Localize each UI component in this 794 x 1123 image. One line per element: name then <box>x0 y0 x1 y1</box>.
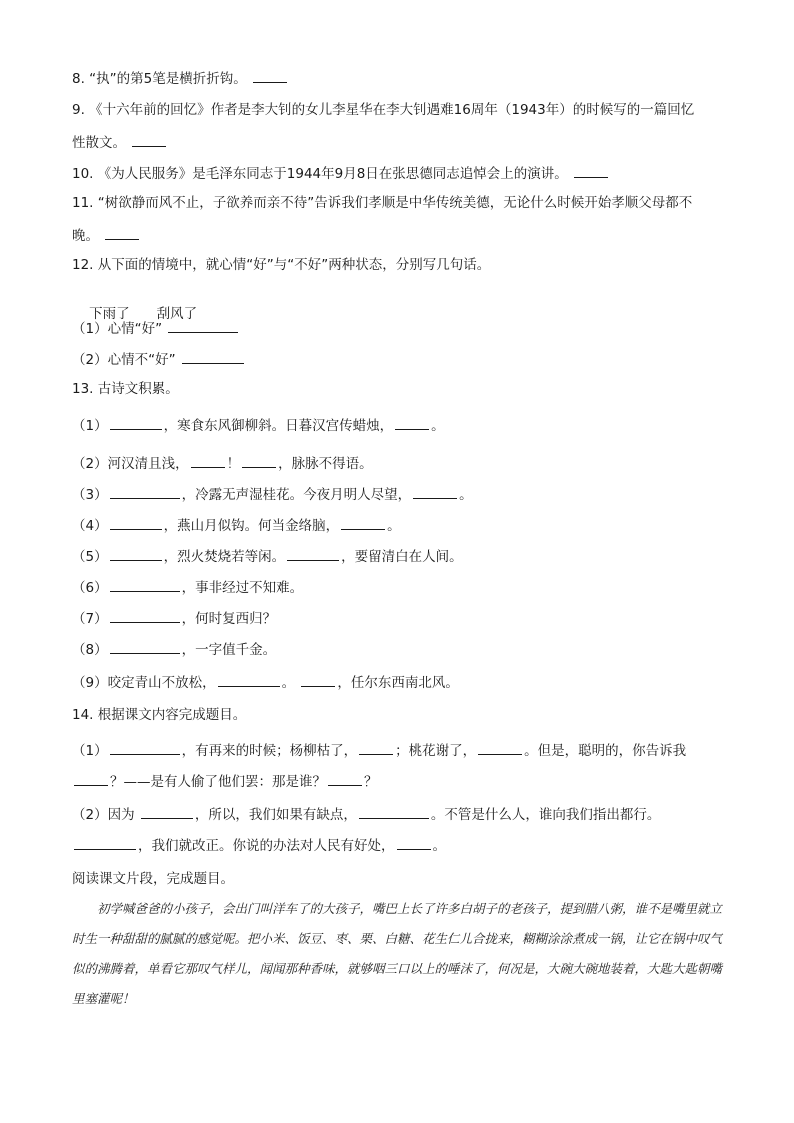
answer-blank[interactable] <box>397 835 431 850</box>
answer-blank[interactable] <box>328 771 362 786</box>
answer-blank[interactable] <box>287 546 339 561</box>
answer-blank[interactable] <box>110 546 162 561</box>
answer-blank[interactable] <box>395 415 429 430</box>
answer-blank[interactable] <box>168 318 238 333</box>
answer-blank[interactable] <box>110 484 180 499</box>
reading-passage <box>72 894 722 1014</box>
question-13: 13. 古诗文积累。 <box>72 381 179 397</box>
poem-4: （4） ，燕山月似钩。何当金络脑， 。 <box>72 515 401 535</box>
answer-blank[interactable] <box>218 672 280 687</box>
answer-blank[interactable] <box>110 415 162 430</box>
answer-blank[interactable] <box>74 771 108 786</box>
question-12: 12. 从下面的情境中，就心情“好”与“不好”两种状态，分别写几句话。 <box>72 257 491 273</box>
poem-9: （9）咬定青山不放松， 。 ，任尔东西南北风。 <box>72 672 459 692</box>
poem-3: （3） ，冷露无声湿桂花。今夜月明人尽望， 。 <box>72 484 473 504</box>
answer-blank[interactable] <box>141 804 193 819</box>
question-9-cont: 性散文。 <box>72 132 168 152</box>
poem-2: （2）河汉清且浅， ！ ，脉脉不得语。 <box>72 453 373 473</box>
question-12-scene: 下雨了 刮风了 <box>89 306 198 322</box>
answer-blank[interactable] <box>359 804 429 819</box>
answer-blank[interactable] <box>359 740 393 755</box>
answer-blank[interactable] <box>478 740 522 755</box>
answer-blank[interactable] <box>110 639 180 654</box>
poem-1: （1） ，寒食东风御柳斜。日暮汉宫传蜡烛， 。 <box>72 415 445 435</box>
reading-intro: 阅读课文片段，完成题目。 <box>72 871 234 887</box>
question-11-cont: 晚。 <box>72 225 141 245</box>
answer-blank[interactable] <box>191 453 225 468</box>
answer-blank[interactable] <box>110 577 180 592</box>
answer-blank[interactable] <box>301 672 335 687</box>
answer-blank[interactable] <box>242 453 276 468</box>
answer-blank[interactable] <box>413 484 457 499</box>
answer-blank[interactable] <box>110 740 180 755</box>
poem-7: （7） ，何时复西归？ <box>72 608 276 628</box>
answer-blank[interactable] <box>132 132 166 147</box>
answer-blank[interactable] <box>253 68 287 83</box>
poem-5: （5） ，烈火焚烧若等闲。 ，要留清白在人间。 <box>72 546 463 566</box>
question-11: 11. “树欲静而风不止，子欲养而亲不待”告诉我们孝顺是中华传统美德，无论什么时候开始孝顺父母都不 <box>72 195 693 211</box>
question-8: 8. “执”的第5笔是横折折钩。 <box>72 68 289 88</box>
poem-8: （8） ，一字值千金。 <box>72 639 276 659</box>
question-10: 10. 《为人民服务》是毛泽东同志于1944年9月8日在张思德同志追悼会上的演讲。 <box>72 163 610 183</box>
question-9: 9. 《十六年前的回忆》作者是李大钊的女儿李星华在李大钊遇难16周年（1943年）的时候写的一篇回忆 <box>72 102 695 118</box>
answer-blank[interactable] <box>74 835 136 850</box>
answer-blank[interactable] <box>341 515 385 530</box>
passage-text: 初学喊爸爸的小孩子，会出门叫洋车了的大孩子，嘴巴上长了许多白胡子的老孩子，提到腊八粥，谁不是嘴里就立时生一种甜甜的腻腻的感觉呢。把小米、饭豆、枣、栗、白糖、花生仁儿合拢来，糊糊涂涂煮成一锅，让它在锅中叹气似的沸腾着，单看它那叹气样儿，闻闻那种香味，就够咽三口以上的唾沫了，何况是，大碗大碗地装着，大匙大匙朝嘴里塞灌呢！ <box>72 901 723 1006</box>
question-14: 14. 根据课文内容完成题目。 <box>72 707 247 723</box>
poem-6: （6） ，事非经过不知难。 <box>72 577 303 597</box>
answer-blank[interactable] <box>110 515 162 530</box>
answer-blank[interactable] <box>105 225 139 240</box>
question-12-1: （1）心情“好” <box>72 318 240 338</box>
answer-blank[interactable] <box>574 163 608 178</box>
question-14-2: （2）因为 ，所以，我们如果有缺点， 。不管是什么人，谁向我们指出都行。 ，我们就改正。你说的办法对人民有好处， 。 <box>72 800 722 862</box>
answer-blank[interactable] <box>182 349 244 364</box>
question-14-1: （1） ，有再来的时候；杨柳枯了， ；桃花谢了， 。但是，聪明的，你告诉我 ？——是有人偷了他们罢：那是谁？ ？ <box>72 736 722 798</box>
question-12-2: （2）心情不“好” <box>72 349 246 369</box>
answer-blank[interactable] <box>110 608 180 623</box>
